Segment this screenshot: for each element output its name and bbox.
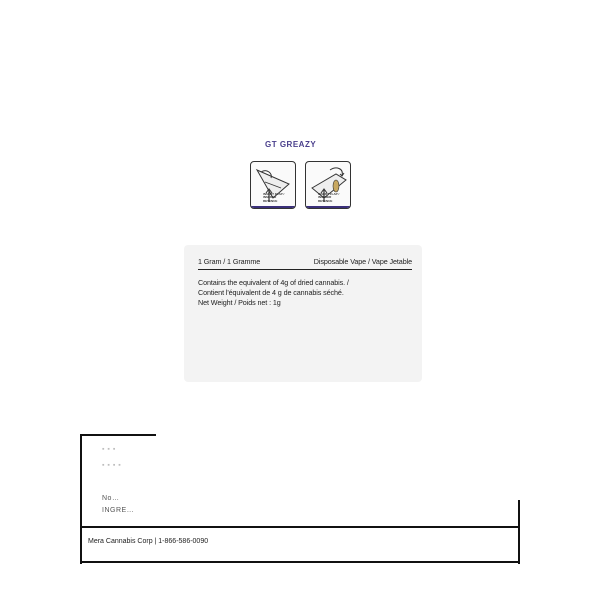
border-top (80, 434, 156, 436)
redaction (230, 534, 320, 548)
brand-name: GT GREAZY (265, 140, 317, 149)
net-weight-line: Net Weight / Poids net : 1g (198, 298, 281, 307)
panel-body (198, 278, 412, 308)
accent-bar (251, 206, 295, 208)
border-left (80, 434, 82, 564)
faded-text: ▪ ▪ ▪ ▪ (102, 462, 122, 469)
instruction-caption: INSERT FLAP / INSÉRER RETENUE (318, 191, 340, 203)
faded-text: ▪ ▪ ▪ (102, 446, 116, 453)
faded-text-line-2: INGRE… (102, 507, 135, 514)
product-type-label: Disposable Vape / Vape Jetable (313, 257, 412, 266)
accent-bar (306, 206, 350, 208)
equivalence-line-en: Contains the equivalent of 4g of dried cannabis. / (198, 278, 349, 287)
equivalence-line-fr: Contient l'équivalent de 4 g de cannabis séché. (198, 288, 344, 297)
divider (80, 526, 520, 528)
instruction-panel-1 (250, 161, 296, 209)
border-bottom (80, 561, 520, 563)
bottom-label (80, 434, 520, 564)
quantity-label: 1 Gram / 1 Gramme (198, 257, 261, 266)
instruction-caption: INSERT FLAP / INSÉRER RETENUE (263, 191, 285, 203)
company-contact-line: Mera Cannabis Corp | 1-866-586-0090 (88, 538, 209, 545)
panel-header (198, 257, 412, 266)
divider (198, 269, 412, 270)
faded-text-line-1: No… (102, 495, 120, 502)
instruction-panel-2 (305, 161, 351, 209)
border-right (518, 500, 520, 564)
product-info-panel (184, 245, 422, 382)
